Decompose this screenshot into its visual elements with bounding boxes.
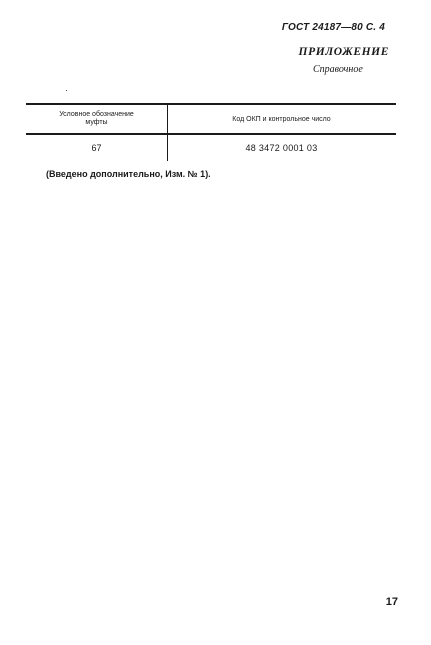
cell-designation: 67 — [91, 143, 102, 153]
column-divider — [167, 135, 168, 161]
amendment-note: (Введено дополнительно, Изм. № 1). — [46, 169, 211, 179]
table-row — [26, 135, 396, 161]
appendix-title: ПРИЛОЖЕНИЕ — [298, 46, 389, 58]
column-header-designation — [26, 105, 167, 133]
cell-okp-code: 48 3472 0001 03 — [245, 143, 318, 153]
column-header-okp: Код ОКП и контрольное число — [232, 115, 331, 123]
stray-mark — [66, 90, 67, 91]
column-divider — [167, 105, 168, 133]
column-header-designation-line2: муфты — [85, 119, 108, 126]
appendix-subtitle: Справочное — [313, 64, 363, 75]
column-header-designation-line1: Условное обозначение — [59, 111, 134, 118]
table-header-row — [26, 105, 396, 133]
okp-table — [26, 103, 396, 161]
document-header: ГОСТ 24187—80 С. 4 — [281, 22, 385, 33]
page-number: 17 — [385, 596, 398, 608]
